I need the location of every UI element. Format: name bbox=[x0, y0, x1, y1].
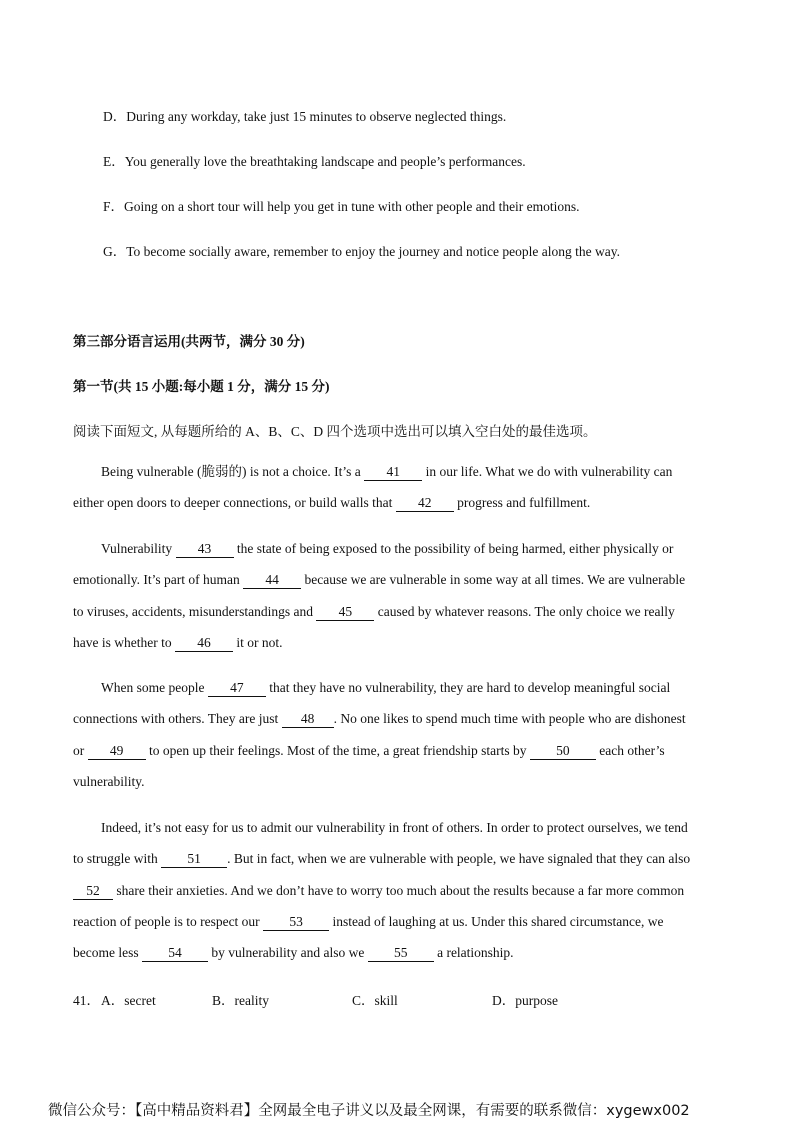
paragraph-1 bbox=[73, 456, 733, 519]
text-run: to viruses, accidents, misunderstandings and bbox=[73, 603, 317, 619]
section-title: 第三部分语言运用(共两节，满分 30 分) bbox=[73, 334, 305, 349]
text-run: to open up their feelings. Most of the time, a great friendship starts by bbox=[145, 742, 530, 758]
choice-b: B．reality bbox=[212, 993, 269, 1008]
text-run: . No one likes to spend much time with people who are dishonest bbox=[333, 711, 686, 727]
text-run: become less bbox=[73, 945, 142, 961]
text-run: instead of laughing at us. Under this shared circumstance, we bbox=[329, 913, 664, 929]
text-run: that they have no vulnerability, they are hard to develop meaningful social bbox=[265, 680, 671, 695]
option-e: E．You generally love the breathtaking landscape and people’s performances. bbox=[103, 154, 526, 169]
text-run: because we are vulnerable in some way at all times. We are vulnerable bbox=[301, 572, 686, 588]
text-run: reaction of people is to respect our bbox=[73, 913, 264, 929]
text-run: the state of being exposed to the possibility of being harmed, either physically or bbox=[233, 541, 674, 556]
text-line: Indeed, it’s not easy for us to admit our vulnerability in front of others. In order to protect ourselves, we tend bbox=[101, 820, 688, 835]
blank-44: 44 bbox=[243, 572, 301, 589]
footer-watermark: 微信公众号：【高中精品资料君】全网最全电子讲义以及最全网课，有需要的联系微信：xygewx002 bbox=[48, 1103, 690, 1119]
text-run: have is whether to bbox=[73, 634, 175, 650]
blank-43: 43 bbox=[176, 541, 234, 558]
blank-46: 46 bbox=[175, 635, 233, 652]
text-run: either open doors to deeper connections, or build walls that bbox=[73, 495, 396, 511]
blank-51: 51 bbox=[161, 851, 227, 868]
text-run: Being vulnerable (脆弱的) is not a choice. It’s a bbox=[101, 464, 365, 479]
option-g: G．To become socially aware, remember to enjoy the journey and notice people along the way. bbox=[103, 244, 620, 259]
text-run: share their anxieties. And we don’t have to worry too much about the results because a far more common bbox=[113, 882, 685, 898]
section-subtitle: 第一节(共 15 小题:每小题 1 分，满分 15 分) bbox=[73, 379, 330, 394]
text-run: When some people bbox=[101, 680, 208, 695]
question-number: 41． bbox=[73, 993, 100, 1008]
paragraph-2 bbox=[73, 533, 733, 658]
text-run: progress and fulfillment. bbox=[453, 495, 591, 511]
text-run: by vulnerability and also we bbox=[207, 945, 368, 961]
text-line: vulnerability. bbox=[73, 773, 145, 789]
blank-53: 53 bbox=[263, 914, 329, 931]
text-run: in our life. What we do with vulnerability can bbox=[422, 464, 673, 479]
text-run: Vulnerability bbox=[101, 541, 176, 556]
text-run: to struggle with bbox=[73, 851, 162, 867]
option-d: D．During any workday, take just 15 minutes to observe neglected things. bbox=[103, 109, 507, 124]
text-run: it or not. bbox=[232, 634, 283, 650]
option-f: F．Going on a short tour will help you get in tune with other people and their emotions. bbox=[103, 199, 580, 214]
blank-49: 49 bbox=[88, 743, 146, 760]
text-run: a relationship. bbox=[433, 945, 514, 961]
blank-55: 55 bbox=[368, 945, 434, 962]
blank-42: 42 bbox=[396, 495, 454, 512]
blank-52: 52 bbox=[73, 883, 113, 900]
blank-54: 54 bbox=[142, 945, 208, 962]
text-run: caused by whatever reasons. The only choice we really bbox=[374, 603, 675, 619]
blank-41: 41 bbox=[364, 464, 422, 481]
text-run: connections with others. They are just bbox=[73, 711, 282, 727]
text-run: . But in fact, when we are vulnerable with people, we have signaled that they can also bbox=[227, 851, 691, 867]
choice-d: D．purpose bbox=[492, 993, 558, 1008]
blank-47: 47 bbox=[208, 680, 266, 697]
paragraph-4 bbox=[73, 812, 733, 968]
blank-45: 45 bbox=[316, 604, 374, 621]
paragraph-3 bbox=[73, 672, 733, 797]
text-run: each other’s bbox=[595, 742, 665, 758]
blank-48: 48 bbox=[282, 711, 334, 728]
choice-c: C．skill bbox=[352, 993, 398, 1008]
text-run: or bbox=[73, 742, 88, 758]
choice-a: A．secret bbox=[101, 993, 156, 1008]
text-run: emotionally. It’s part of human bbox=[73, 572, 244, 588]
blank-50: 50 bbox=[530, 743, 596, 760]
section-instruction: 阅读下面短文, 从每题所给的 A、B、C、D 四个选项中选出可以填入空白处的最佳选项。 bbox=[73, 424, 597, 439]
